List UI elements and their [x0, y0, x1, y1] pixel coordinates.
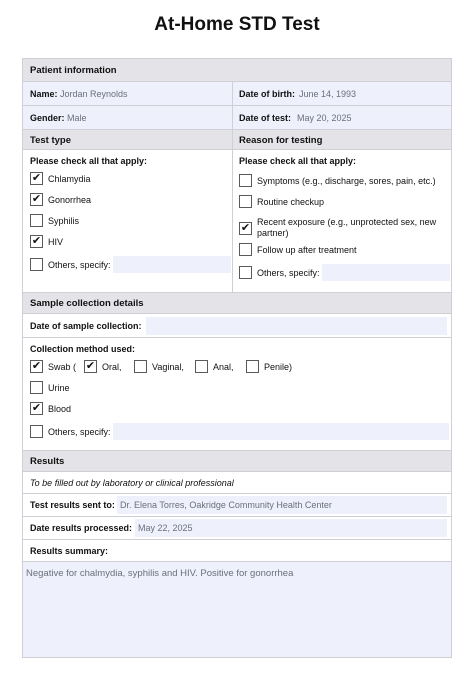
reason-option-routine[interactable] — [239, 195, 324, 208]
test-type-header: Test type — [30, 135, 72, 146]
test-option-others[interactable] — [30, 256, 231, 273]
results-note-row — [23, 472, 451, 494]
urine-checkbox[interactable] — [30, 381, 43, 394]
method-urine[interactable] — [30, 381, 70, 394]
routine-label: Routine checkup — [257, 196, 325, 207]
results-summary-value: Negative for chalmydia, syphilis and HIV. Positive for gonorrhea — [26, 568, 294, 579]
results-summary-field[interactable] — [23, 562, 451, 657]
method-anal[interactable] — [195, 360, 234, 373]
gender-cell — [23, 106, 233, 129]
chlamydia-checkbox[interactable]: ✔ — [31, 172, 42, 184]
patient-row-2 — [23, 106, 451, 130]
syphilis-checkbox[interactable] — [30, 214, 43, 227]
swab-checkbox[interactable]: ✔ — [31, 360, 42, 372]
test-option-hiv[interactable] — [30, 235, 63, 248]
test-others-checkbox[interactable] — [30, 258, 43, 271]
header-divider — [232, 130, 233, 150]
results-sent-row — [23, 494, 451, 517]
hiv-checkbox[interactable]: ✔ — [31, 235, 42, 247]
results-sent-value: Dr. Elena Torres, Oakridge Community Health Center — [120, 500, 332, 510]
collection-method-label: Collection method used: — [30, 344, 136, 354]
method-others-label: Others, specify: — [48, 426, 111, 437]
test-reason-body — [23, 150, 451, 293]
results-processed-row — [23, 517, 451, 540]
patient-info-label: Patient information — [30, 65, 117, 76]
results-sent-field[interactable] — [117, 496, 447, 514]
test-reason-header — [23, 130, 451, 150]
urine-label: Urine — [48, 382, 70, 393]
followup-checkbox[interactable] — [239, 243, 252, 256]
vaginal-label: Vaginal, — [152, 361, 184, 372]
swab-label: Swab ( — [48, 361, 77, 372]
test-others-label: Others, specify: — [48, 259, 111, 270]
reason-option-exposure[interactable] — [239, 217, 449, 239]
name-label: Name: — [30, 89, 58, 99]
reason-instruction: Please check all that apply: — [239, 156, 357, 166]
method-swab[interactable] — [30, 360, 76, 373]
dob-label: Date of birth: — [239, 89, 295, 99]
gender-field[interactable]: Male — [67, 113, 87, 123]
blood-label: Blood — [48, 403, 72, 414]
routine-checkbox[interactable] — [239, 195, 252, 208]
hiv-label: HIV — [48, 236, 64, 247]
reason-option-symptoms[interactable] — [239, 174, 436, 187]
followup-label: Follow up after treatment — [257, 244, 357, 255]
reason-others-checkbox[interactable] — [239, 266, 252, 279]
anal-checkbox[interactable] — [195, 360, 208, 373]
method-others-field[interactable] — [113, 423, 449, 440]
results-summary-row — [23, 540, 451, 562]
vaginal-checkbox[interactable] — [134, 360, 147, 373]
dob-cell — [233, 82, 451, 105]
test-option-syphilis[interactable] — [30, 214, 79, 227]
results-summary-label: Results summary: — [30, 546, 109, 556]
exposure-label: Recent exposure (e.g., unprotected sex, new partner) — [257, 217, 437, 238]
results-sent-label: Test results sent to: — [30, 500, 115, 510]
test-date-field[interactable]: May 20, 2025 — [297, 113, 352, 123]
results-processed-label: Date results processed: — [30, 523, 133, 533]
results-header-label: Results — [30, 456, 65, 467]
sample-date-label: Date of sample collection: — [30, 321, 142, 331]
reason-header: Reason for testing — [239, 135, 323, 146]
test-type-instruction: Please check all that apply: — [30, 156, 148, 166]
collection-method-section — [23, 338, 451, 451]
test-date-label: Date of test: — [239, 113, 292, 123]
chlamydia-label: Chlamydia — [48, 173, 91, 184]
dob-field[interactable]: June 14, 1993 — [299, 89, 357, 99]
test-others-field[interactable] — [113, 256, 231, 273]
name-cell — [23, 82, 233, 105]
method-blood[interactable] — [30, 402, 71, 415]
blood-checkbox[interactable]: ✔ — [31, 402, 42, 414]
std-test-form — [22, 58, 452, 658]
page-title: At-Home STD Test — [154, 14, 320, 35]
body-divider — [232, 150, 233, 293]
gender-label: Gender: — [30, 113, 65, 123]
reason-others-label: Others, specify: — [257, 267, 320, 278]
oral-label: Oral, — [102, 361, 122, 372]
results-processed-value: May 22, 2025 — [138, 523, 193, 533]
exposure-checkbox[interactable]: ✔ — [240, 222, 251, 234]
patient-info-header — [23, 59, 451, 82]
sample-date-field[interactable] — [146, 317, 447, 335]
sample-date-row — [23, 314, 451, 338]
penile-checkbox[interactable] — [246, 360, 259, 373]
test-option-gonorrhea[interactable] — [30, 193, 91, 206]
symptoms-label: Symptoms (e.g., discharge, sores, pain, etc.) — [257, 175, 436, 186]
results-processed-field[interactable] — [135, 519, 447, 537]
reason-option-others[interactable] — [239, 264, 450, 281]
gonorrhea-checkbox[interactable]: ✔ — [31, 193, 42, 205]
oral-checkbox[interactable]: ✔ — [85, 360, 96, 372]
method-oral[interactable] — [84, 360, 122, 373]
method-vaginal[interactable] — [134, 360, 184, 373]
test-date-cell — [233, 106, 451, 129]
reason-others-field[interactable] — [322, 264, 450, 281]
syphilis-label: Syphilis — [48, 215, 80, 226]
gonorrhea-label: Gonorrhea — [48, 194, 92, 205]
sample-header — [23, 293, 451, 314]
method-others-checkbox[interactable] — [30, 425, 43, 438]
sample-header-label: Sample collection details — [30, 298, 144, 309]
penile-label: Penile) — [264, 361, 293, 372]
name-field[interactable]: Jordan Reynolds — [60, 89, 128, 99]
results-header — [23, 451, 451, 472]
anal-label: Anal, — [213, 361, 234, 372]
results-note: To be filled out by laboratory or clinical professional — [30, 478, 234, 488]
patient-row-1 — [23, 82, 451, 106]
method-others[interactable] — [30, 423, 449, 440]
method-penile[interactable] — [246, 360, 292, 373]
reason-option-followup[interactable] — [239, 243, 357, 256]
test-option-chlamydia[interactable] — [30, 172, 91, 185]
symptoms-checkbox[interactable] — [239, 174, 252, 187]
